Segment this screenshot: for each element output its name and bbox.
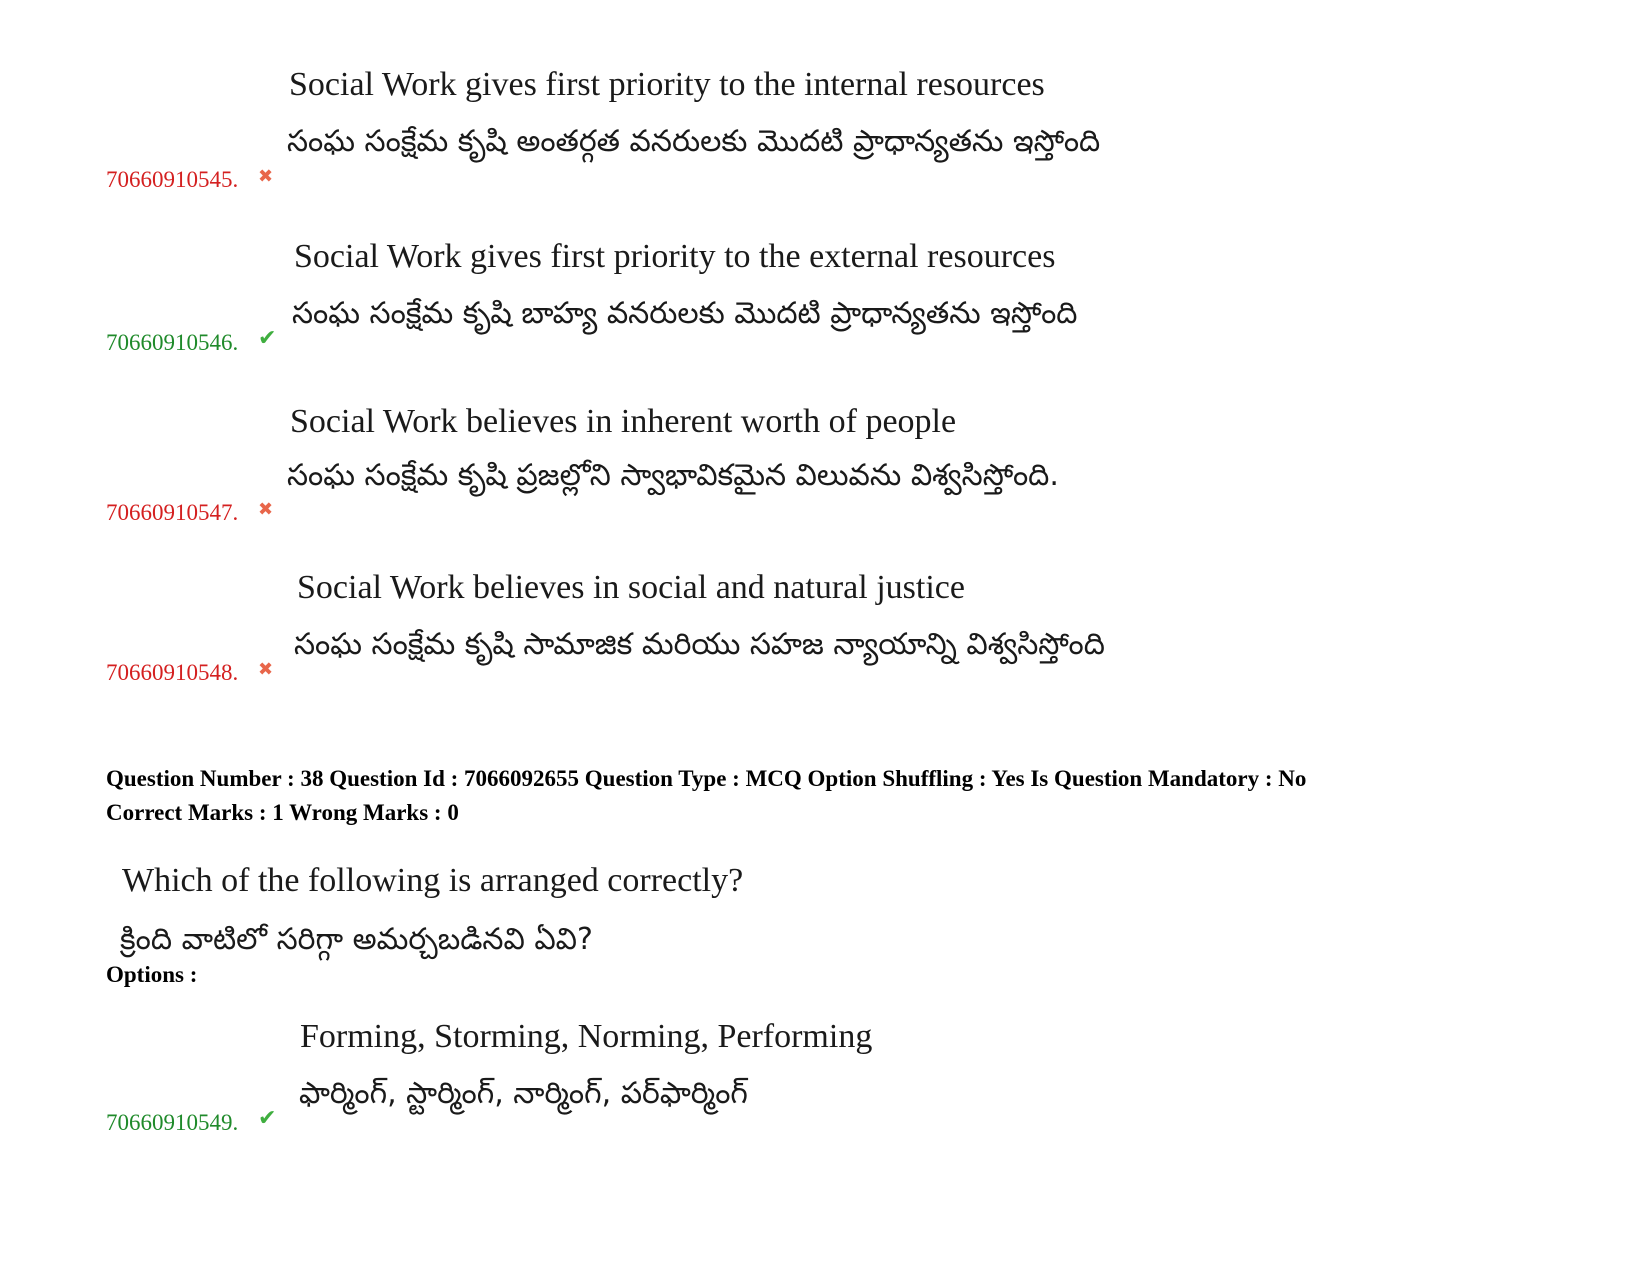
option-id: 70660910545.: [106, 167, 239, 192]
checkmark-icon: ✔: [258, 1106, 277, 1131]
question-marks-line: Correct Marks : 1 Wrong Marks : 0: [106, 800, 459, 825]
cross-icon: ✖: [258, 499, 274, 520]
option-text-telugu: సంఘ సంక్షేమ కృషి సామాజిక మరియు సహజ న్యాయాన్ని విశ్వసిస్తోంది: [294, 627, 1105, 662]
option-id: 70660910546.: [106, 330, 239, 355]
option-text-telugu: సంఘ సంక్షేమ కృషి ప్రజల్లోని స్వాభావికమైన విలువను విశ్వసిస్తోంది.: [287, 458, 1059, 493]
option-text-english: Social Work gives first priority to the internal resources: [289, 66, 1045, 103]
cross-icon: ✖: [258, 166, 274, 187]
question-text-telugu: క్రింది వాటిలో సరిగ్గా అమర్చబడినవి ఏవి?: [120, 922, 593, 957]
option-text-telugu: సంఘ సంక్షేమ కృషి అంతర్గత వనరులకు మొదటి ప్రాధాన్యతను ఇస్తోంది: [287, 124, 1101, 159]
option-id: 70660910548.: [106, 660, 239, 685]
question-text-english: Which of the following is arranged correctly?: [122, 862, 744, 899]
option-text-english: Social Work believes in inherent worth of people: [290, 403, 957, 440]
option-text-english: Social Work gives first priority to the external resources: [294, 238, 1056, 275]
option-text-telugu: సంఘ సంక్షేమ కృషి బాహ్య వనరులకు మొదటి ప్రాధాన్యతను ఇస్తోంది: [292, 296, 1078, 331]
option-text-english: Forming, Storming, Norming, Performing: [300, 1018, 873, 1055]
question-meta-line: Question Number : 38 Question Id : 7066092655 Question Type : MCQ Option Shuffling : Yes Is Question Mandatory : No: [106, 766, 1307, 791]
checkmark-icon: ✔: [258, 326, 277, 351]
option-text-telugu: ఫార్మింగ్, స్టార్మింగ్, నార్మింగ్, పర్‌ఫార్మింగ్: [299, 1076, 748, 1111]
option-id: 70660910549.: [106, 1110, 239, 1135]
options-label: Options :: [106, 962, 198, 987]
option-text-english: Social Work believes in social and natural justice: [297, 569, 965, 606]
cross-icon: ✖: [258, 659, 274, 680]
option-id: 70660910547.: [106, 500, 239, 525]
